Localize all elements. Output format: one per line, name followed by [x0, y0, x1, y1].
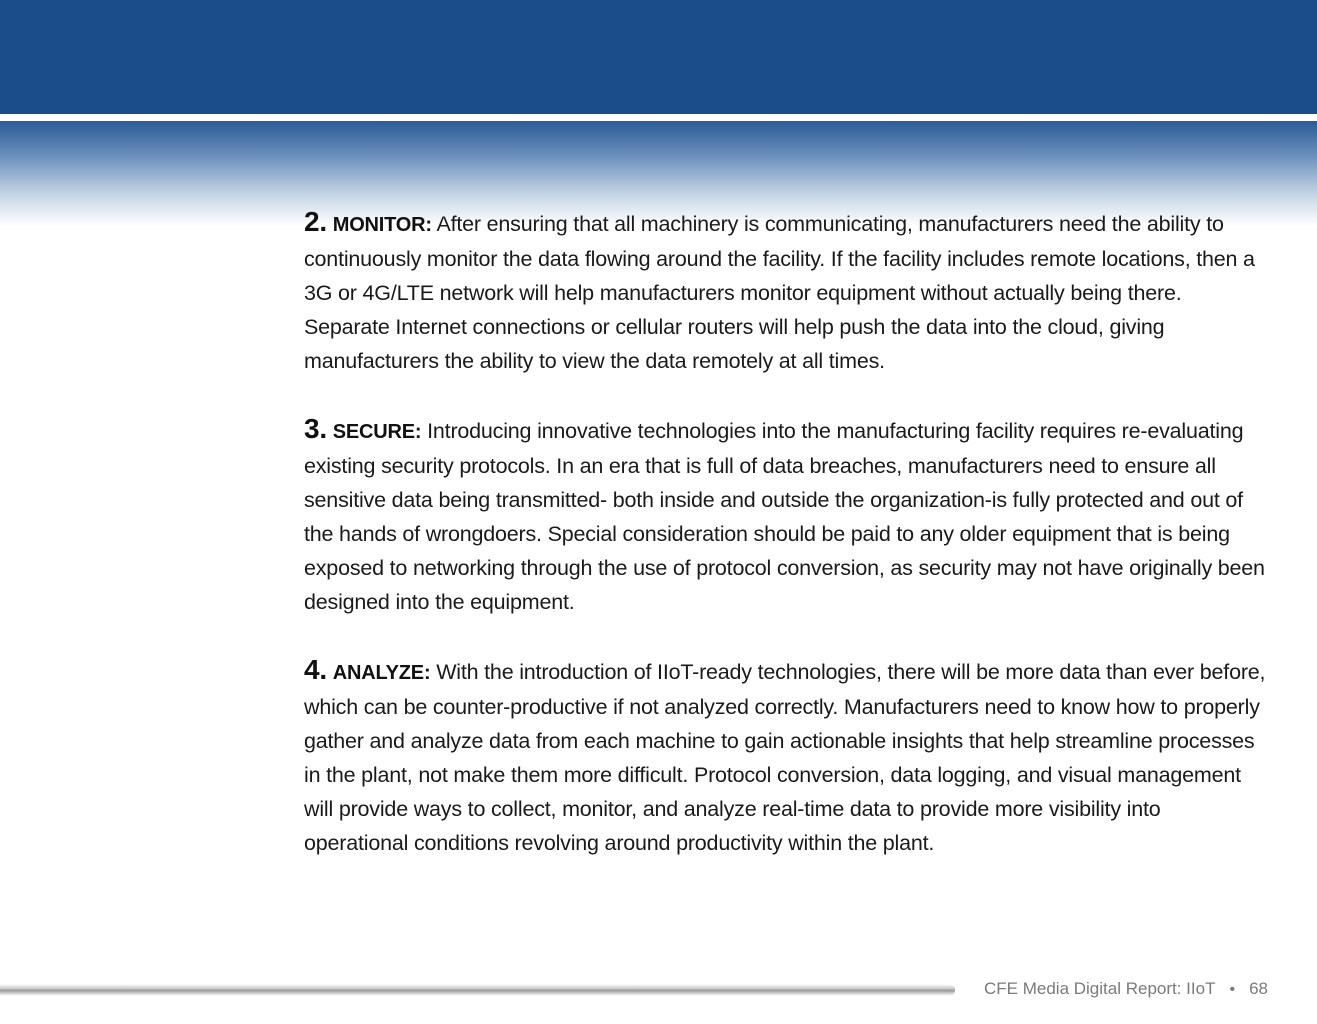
footer-separator: •: [1229, 981, 1236, 998]
article-body: [304, 205, 1266, 894]
section-secure: [304, 412, 1266, 619]
section-analyze: [304, 653, 1266, 860]
section-text: After ensuring that all machinery is communicating, manufacturers need the ability to continuously monitor the data flowing around the facility. If the facility includes remote locations, then a 3G or 4G/LTE network will help manufacturers monitor equipment without actually being there. Separate Internet connections or cellular routers will help push the data into the cloud, giving manufacturers the ability to view the data remotely at all times.: [304, 212, 1255, 373]
footer: [984, 979, 1284, 999]
header-band: [0, 0, 1317, 114]
section-text: Introducing innovative technologies into the manufacturing facility requires re-evaluating existing security protocols. In an era that is full of data breaches, manufacturers need to ensure all sensitive data being transmitted- both inside and outside the organization-is fully protected and out of the hands of wrongdoers. Special consideration should be paid to any older equipment that is being exposed to networking through the use of protocol conversion, as security may not have originally been designed into the equipment.: [304, 419, 1265, 614]
header-rule: [0, 114, 1317, 121]
section-number: 2.: [304, 206, 327, 237]
section-keyword: ANALYZE:: [332, 662, 431, 684]
footer-title: CFE Media Digital Report: IIoT: [984, 979, 1216, 998]
page-number: 68: [1249, 979, 1268, 998]
section-text: With the introduction of IIoT-ready technologies, there will be more data than ever before, which can be counter-productive if not analyzed correctly. Manufacturers need to know how to properly gather and analyze data from each machine to gain actionable insights that help streamline processes in the plant, not make them more difficult. Protocol conversion, data logging, and visual management will provide ways to collect, monitor, and analyze real-time data to provide more visibility into operational conditions revolving around productivity within the plant.: [304, 660, 1266, 855]
section-keyword: SECURE:: [332, 421, 422, 443]
section-monitor: [304, 205, 1266, 378]
section-keyword: MONITOR:: [332, 214, 432, 236]
section-number: 4.: [304, 654, 327, 685]
section-number: 3.: [304, 413, 327, 444]
footer-bar: [0, 984, 955, 996]
